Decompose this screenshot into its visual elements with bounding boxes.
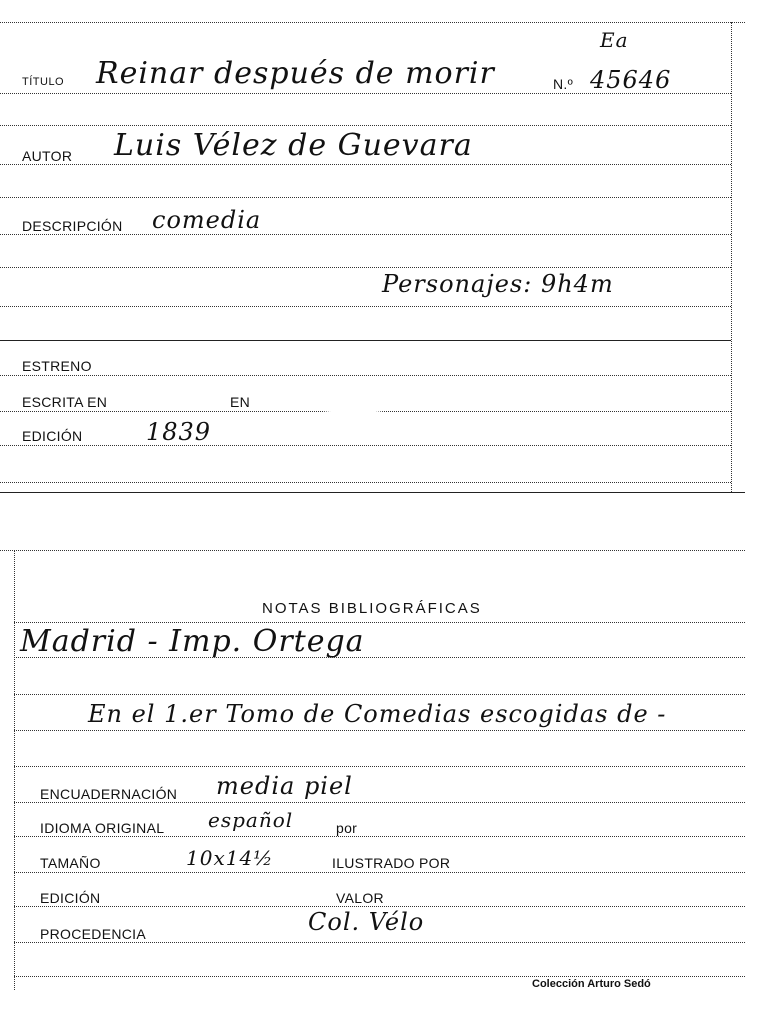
ilustrado-label: ILUSTRADO POR [332,855,451,871]
procedencia-label: PROCEDENCIA [40,926,146,942]
catalog-card-front [0,0,759,500]
ruled-line [0,197,731,198]
descripcion-label: DESCRIPCIÓN [22,218,123,234]
edicion-value: 1839 [146,418,212,446]
autor-label: AUTOR [22,148,73,164]
numero-value: 45646 [590,66,672,94]
paper-smudge [322,388,384,440]
ruled-line [0,125,731,126]
card-left-edge [14,550,15,990]
ruled-line [14,694,745,695]
card-bottom-edge [0,492,745,493]
ruled-line [0,375,731,376]
estreno-label: ESTRENO [22,358,92,374]
ruled-line [0,164,731,165]
ruled-line [0,267,731,268]
card-top-edge [0,550,745,551]
titulo-value: Reinar después de morir [96,56,495,91]
en-label: EN [230,394,251,410]
card-right-edge [731,22,732,492]
ruled-line [14,976,745,977]
autor-value: Luis Vélez de Guevara [114,128,473,163]
ruled-line [14,872,745,873]
notes-line-2: En el 1.er Tomo de Comedias escogidas de - [88,700,667,728]
descripcion-value: comedia [152,206,262,234]
encuadernacion-label: ENCUADERNACIÓN [40,786,178,802]
ruled-line [14,906,745,907]
numero-label: N.º [553,76,574,92]
ruled-line [0,93,731,94]
ruled-line [0,340,731,341]
notes-line-1: Madrid - Imp. Ortega [20,624,365,659]
ruled-line [14,622,745,623]
tamano-label: TAMAÑO [40,855,101,871]
corner-mark: Ea [600,28,629,52]
ruled-line [14,730,745,731]
personajes-value: Personajes: 9h4m [382,270,614,298]
edicion-label: EDICIÓN [22,428,83,444]
por-label: por [336,820,358,836]
ruled-line [14,942,745,943]
titulo-label: TÍTULO [22,76,65,88]
idioma-value: español [208,808,294,832]
idioma-label: IDIOMA ORIGINAL [40,820,165,836]
collection-footer: Colección Arturo Sedó [532,978,651,990]
ruled-line [14,802,745,803]
escrita-en-label: ESCRITA EN [22,394,108,410]
edicion-label: EDICIÓN [40,890,101,906]
ruled-line [0,306,731,307]
tamano-value: 10x14½ [186,846,274,870]
valor-label: VALOR [336,890,384,906]
procedencia-value: Col. Vélo [308,908,425,936]
catalog-card-back [0,544,759,1004]
notas-heading: NOTAS BIBLIOGRÁFICAS [262,600,482,617]
ruled-line [0,482,731,483]
ruled-line [14,836,745,837]
ruled-line [0,234,731,235]
ruled-line [14,657,745,658]
card-top-edge [0,22,745,23]
ruled-line [14,766,745,767]
ruled-line [0,445,731,446]
encuadernacion-value: media piel [216,772,353,800]
